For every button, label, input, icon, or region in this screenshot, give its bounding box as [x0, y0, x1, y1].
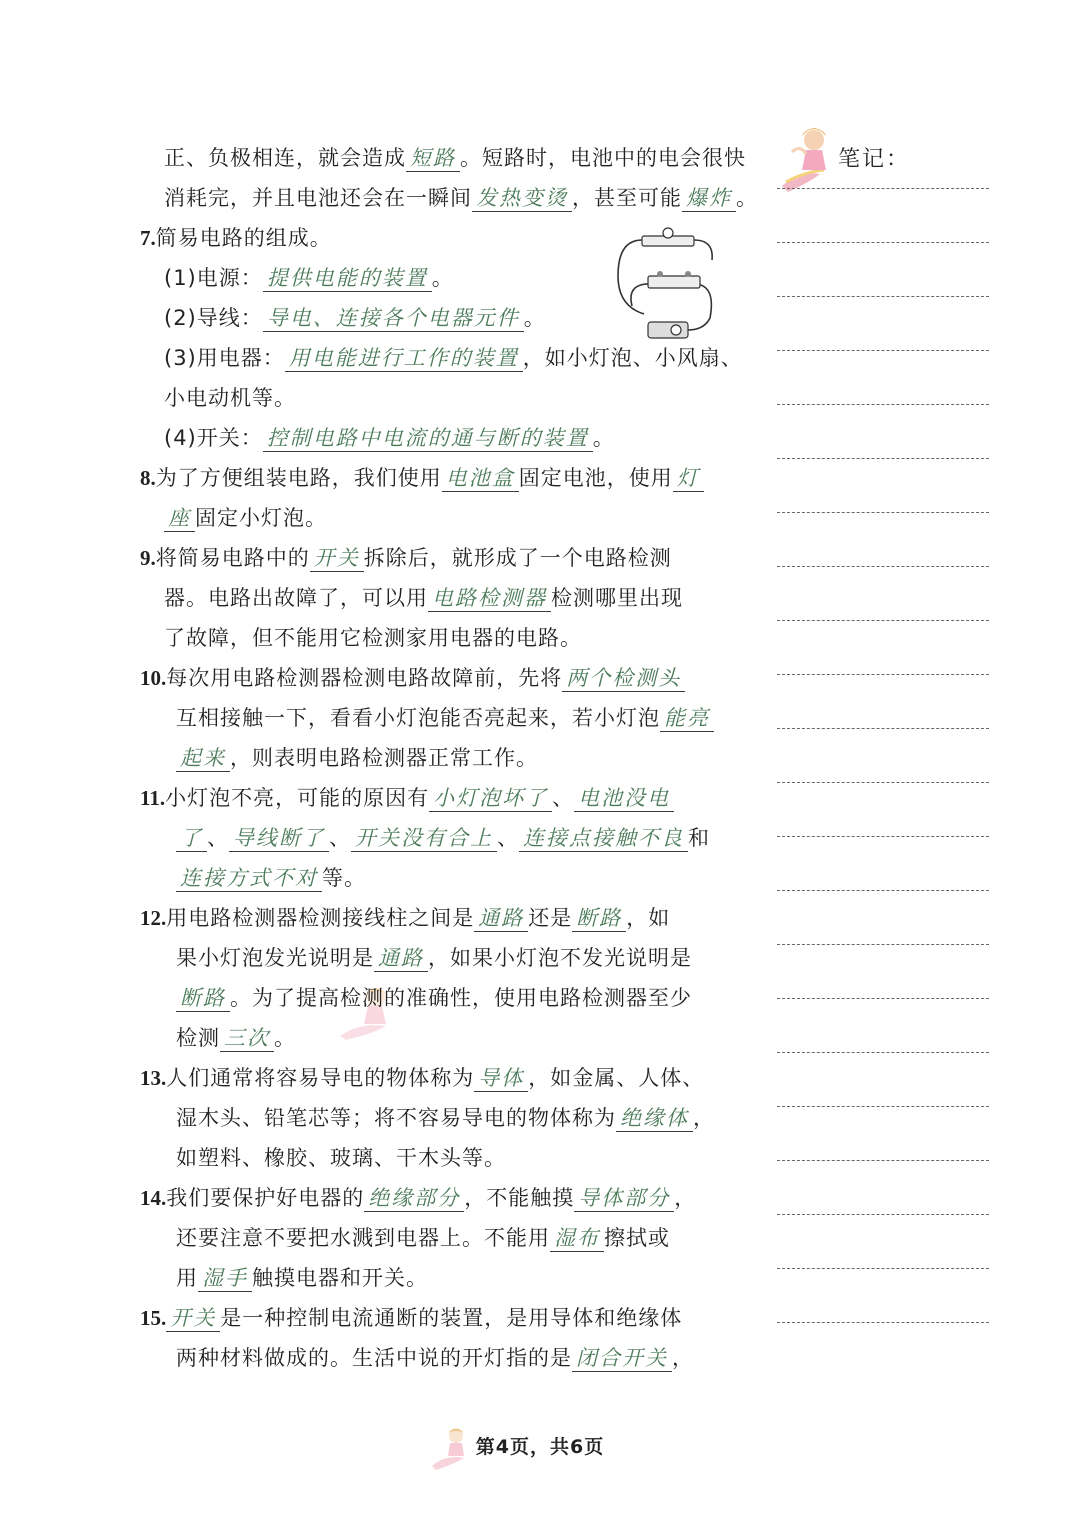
question-number: 8.	[140, 466, 156, 490]
text: ，	[674, 1186, 697, 1210]
note-line	[777, 1106, 989, 1107]
note-line	[777, 188, 989, 189]
answer-blank: 连接方式不对	[176, 865, 322, 892]
answer-blank: 能亮	[660, 705, 714, 732]
note-line	[777, 566, 989, 567]
text: ，	[693, 1106, 715, 1130]
text: 固定电池，使用	[518, 466, 673, 490]
text: 两种材料做成的。生活中说的开灯指的是	[176, 1346, 572, 1370]
text: 。	[592, 426, 615, 450]
text: 。为了提高检测的准确性，使用电路检测器至少	[230, 986, 692, 1010]
text: 检测	[176, 1026, 220, 1050]
text: (3)用电器：	[164, 346, 285, 370]
text: ，则表明电路检测器正常工作。	[230, 746, 538, 770]
text: 器。电路出故障了，可以用	[164, 586, 428, 610]
text: 如塑料、橡胶、玻璃、干木头等。	[176, 1146, 506, 1170]
text-line	[140, 738, 730, 778]
text: 简易电路的组成。	[155, 226, 332, 250]
text: 。	[274, 1026, 296, 1050]
answer-blank: 两个检测头	[562, 665, 685, 692]
answer-blank: 断路	[176, 985, 230, 1012]
note-line	[777, 836, 989, 837]
answer-blank: 通路	[474, 905, 528, 932]
answer-blank: 闭合开关	[572, 1345, 672, 1372]
text: 等。	[322, 866, 366, 890]
text: 还要注意不要把水溅到电器上。不能用	[176, 1226, 550, 1250]
question-number: 7.	[140, 226, 156, 250]
note-line	[777, 242, 989, 243]
text: 湿木头、铅笔芯等；将不容易导电的物体称为	[176, 1106, 616, 1130]
text-line	[140, 818, 730, 858]
text: 、	[329, 826, 351, 850]
note-line	[777, 890, 989, 891]
text-line	[140, 618, 730, 658]
question-number: 14.	[140, 1186, 167, 1210]
question-number: 15.	[140, 1306, 167, 1330]
note-line	[777, 620, 989, 621]
note-line	[777, 728, 989, 729]
question-10	[140, 658, 730, 698]
text: ，如果小灯泡不发光说明是	[428, 946, 692, 970]
note-line	[777, 350, 989, 351]
note-line	[777, 512, 989, 513]
text-line	[140, 578, 730, 618]
text: (1)电源：	[164, 266, 263, 290]
text: 用	[176, 1266, 198, 1290]
answer-blank: 控制电路中电流的通与断的装置	[263, 425, 593, 452]
note-line	[777, 1052, 989, 1053]
text: 将简易电路中的	[155, 546, 310, 570]
answer-blank: 了	[176, 825, 207, 852]
note-line	[777, 782, 989, 783]
question-number: 9.	[140, 546, 156, 570]
note-line	[777, 296, 989, 297]
question-number: 11.	[140, 786, 166, 810]
text: 了故障，但不能用它检测家用电器的电路。	[164, 626, 582, 650]
note-line	[777, 674, 989, 675]
answer-blank: 导电、连接各个电器元件	[263, 305, 524, 332]
answer-blank: 短路	[406, 145, 460, 172]
answer-blank: 导体	[474, 1065, 528, 1092]
text: 检测哪里出现	[551, 586, 683, 610]
answer-blank: 电池盒	[442, 465, 519, 492]
text-line	[140, 1338, 730, 1378]
question-12	[140, 898, 730, 938]
text-line	[140, 178, 758, 218]
answer-blank: 三次	[220, 1025, 274, 1052]
answer-blank: 断路	[572, 905, 626, 932]
note-line	[777, 1214, 989, 1215]
text: ，如金属、人体、	[528, 1066, 705, 1090]
text: ，如	[626, 906, 671, 930]
text: 触摸电器和开关。	[252, 1266, 428, 1290]
page-number: 第4页，共6页	[475, 1436, 605, 1458]
answer-blank: 导线断了	[229, 825, 329, 852]
note-line	[777, 1160, 989, 1161]
answer-blank: 爆炸	[682, 185, 736, 212]
text: 为了方便组装电路，我们使用	[155, 466, 442, 490]
answer-blank: 湿手	[198, 1265, 252, 1292]
answer-blank: 导体部分	[574, 1185, 674, 1212]
answer-blank: 开关	[310, 545, 364, 572]
text: (2)导线：	[164, 306, 263, 330]
text: ，甚至可能	[572, 186, 682, 210]
text: ，不能触摸	[464, 1186, 575, 1210]
text: 小电动机等。	[164, 386, 296, 410]
text-line	[140, 258, 730, 298]
text: 人们通常将容易导电的物体称为	[166, 1066, 475, 1090]
text: 互相接触一下，看看小灯泡能否亮起来，若小灯泡	[176, 706, 660, 730]
text: 消耗完，并且电池还会在一瞬间	[164, 186, 472, 210]
text: 拆除后，就形成了一个电路检测	[363, 546, 672, 570]
text-line	[140, 138, 746, 178]
text-line	[140, 1018, 730, 1058]
answer-blank: 绝缘部分	[364, 1185, 464, 1212]
question-14	[140, 1178, 730, 1218]
text-line	[140, 938, 730, 978]
text-line	[140, 418, 730, 458]
answer-blank: 连接点接触不良	[519, 825, 688, 852]
note-line	[777, 458, 989, 459]
text: 。短路时，电池中的电会很快	[460, 146, 746, 170]
note-line	[777, 404, 989, 405]
text: 、	[207, 826, 229, 850]
text: 。	[431, 266, 454, 290]
text: 、	[552, 786, 575, 810]
answer-blank: 通路	[374, 945, 428, 972]
question-9	[140, 538, 730, 578]
text-line	[140, 338, 743, 378]
text-line	[140, 1258, 730, 1298]
text: 正、负极相连，就会造成	[164, 146, 406, 170]
answer-blank: 灯	[673, 465, 704, 492]
text-line	[140, 498, 730, 538]
text: 。	[523, 306, 546, 330]
text-line	[140, 978, 730, 1018]
answer-blank: 绝缘体	[616, 1105, 693, 1132]
note-line	[777, 1322, 989, 1323]
answer-blank: 起来	[176, 745, 230, 772]
question-7	[140, 218, 730, 258]
answer-blank: 提供电能的装置	[263, 265, 432, 292]
text: 擦拭或	[604, 1226, 670, 1250]
question-number: 13.	[140, 1066, 167, 1090]
answer-blank: 用电能进行工作的装置	[285, 345, 523, 372]
answer-blank: 电路检测器	[428, 585, 551, 612]
text-line	[140, 1218, 730, 1258]
text: 我们要保护好电器的	[166, 1186, 365, 1210]
answer-blank: 座	[164, 505, 195, 532]
worksheet-content	[140, 138, 758, 1378]
answer-blank: 电池没电	[574, 785, 674, 812]
question-number: 12.	[140, 906, 167, 930]
text: 每次用电路检测器检测电路故障前，先将	[166, 666, 563, 690]
text: 还是	[528, 906, 573, 930]
text-line	[140, 858, 730, 898]
text: 、	[497, 826, 519, 850]
text: 用电路检测器检测接线柱之间是	[166, 906, 475, 930]
answer-blank: 湿布	[550, 1225, 604, 1252]
mascot-fairy-icon	[780, 122, 838, 194]
question-15	[140, 1298, 730, 1338]
text-line	[140, 1138, 730, 1178]
question-11	[140, 778, 730, 818]
text-line	[140, 698, 730, 738]
text-line	[140, 1098, 730, 1138]
question-8	[140, 458, 730, 498]
note-line	[777, 1268, 989, 1269]
question-13	[140, 1058, 730, 1098]
text: 固定小灯泡。	[195, 506, 327, 530]
answer-blank: 小灯泡坏了	[429, 785, 552, 812]
answer-blank: 开关	[166, 1305, 220, 1332]
note-line	[777, 998, 989, 999]
text: 小灯泡不亮，可能的原因有	[165, 786, 430, 810]
text: ，如小灯泡、小风扇、	[522, 346, 743, 370]
answer-blank: 开关没有合上	[351, 825, 497, 852]
notes-title: 笔记：	[838, 147, 911, 172]
text-line	[140, 378, 730, 418]
text: ，	[672, 1346, 694, 1370]
answer-blank: 发热变烫	[472, 185, 572, 212]
text: 。	[736, 186, 758, 210]
text: 果小灯泡发光说明是	[176, 946, 374, 970]
text: (4)开关：	[164, 426, 263, 450]
text-line	[140, 298, 730, 338]
question-number: 10.	[140, 666, 167, 690]
note-line	[777, 944, 989, 945]
text: 和	[688, 826, 710, 850]
text: 是一种控制电流通断的装置，是用导体和绝缘体	[220, 1306, 683, 1330]
